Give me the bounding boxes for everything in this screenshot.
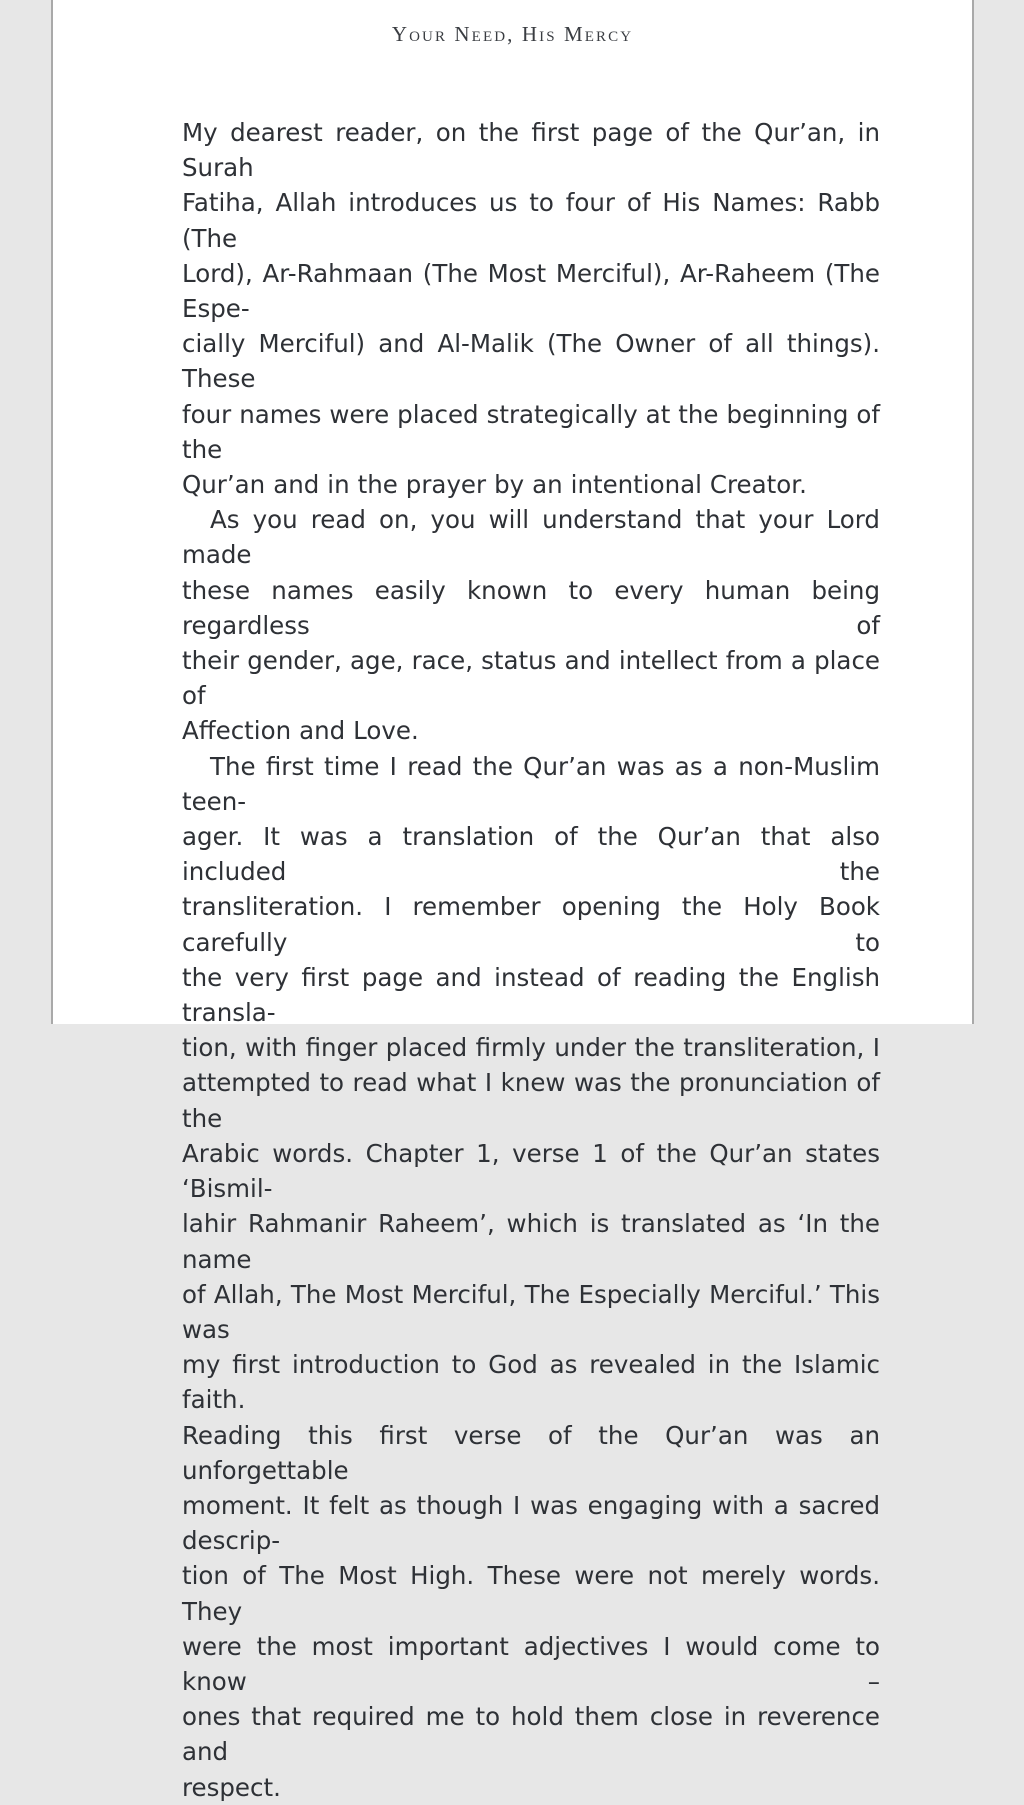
paragraph [182, 115, 889, 502]
text-line: cially Merciful) and Al-Malik (The Owner of all things). These [182, 329, 888, 394]
paragraph [182, 749, 888, 1805]
text-line: attempted to read what I knew was the pronunciation of the [182, 1068, 888, 1133]
text-line-content: As you read on, you will understand that your Lord made [182, 505, 888, 570]
running-head: Your Need, His Mercy [391, 22, 634, 46]
text-line: Lord), Ar-Rahmaan (The Most Merciful), Ar-Raheem (The Espe- [182, 258, 888, 324]
page-edge-right [972, 0, 974, 1024]
page-gutter-right [974, 0, 1024, 1024]
text-line-content: The first time I read the Qur’an was as a non-Muslim teen- [182, 751, 888, 816]
text-line: Arabic words. Chapter 1, verse 1 of the Qur’an states ‘Bismil- [182, 1138, 888, 1204]
text-line: Reading this first verse of the Qur’an was an unforgettable [182, 1420, 888, 1485]
text-line: tion, with finger placed firmly under the transliteration, I [182, 1033, 880, 1063]
text-line: moment. It felt as though I was engaging with a sacred descrip- [182, 1490, 888, 1556]
text-line: these names easily known to every human being regardless of [182, 575, 888, 640]
text-line: My dearest reader, on the first page of the Qur’an, in Surah [182, 118, 888, 183]
text-line: respect. [182, 1772, 281, 1802]
text-line: four names were placed strategically at the beginning of the [182, 399, 889, 464]
text-line [182, 749, 888, 819]
text-line: ager. It was a translation of the Qur’an that also included the [182, 822, 888, 887]
text-line: were the most important adjectives I would come to know – [182, 1631, 888, 1696]
text-line: transliteration. I remember opening the Holy Book carefully to [182, 892, 888, 957]
text-line: Fatiha, Allah introduces us to four of His Names: Rabb (The [182, 188, 888, 253]
text-line: their gender, age, race, status and intellect from a place of [182, 646, 888, 711]
text-line: the very first page and instead of reading the English transla- [182, 962, 888, 1028]
page-gutter-left [0, 0, 51, 1024]
text-line [182, 502, 888, 572]
text-line: lahir Rahmanir Raheem’, which is translated as ‘In the name [182, 1209, 888, 1274]
book-page [53, 0, 972, 1802]
page-body-text [182, 115, 889, 1805]
text-line: Affection and Love. [182, 716, 419, 746]
text-line: tion of The Most High. These were not merely words. They [182, 1561, 888, 1626]
text-line: of Allah, The Most Merciful, The Especially Merciful.’ This was [182, 1279, 888, 1344]
paragraph [182, 502, 888, 748]
text-line: my first introduction to God as revealed in the Islamic faith. [182, 1350, 888, 1415]
text-line: ones that required me to hold them close in reverence and [182, 1702, 888, 1767]
text-line: Qur’an and in the prayer by an intentional Creator. [182, 470, 807, 500]
